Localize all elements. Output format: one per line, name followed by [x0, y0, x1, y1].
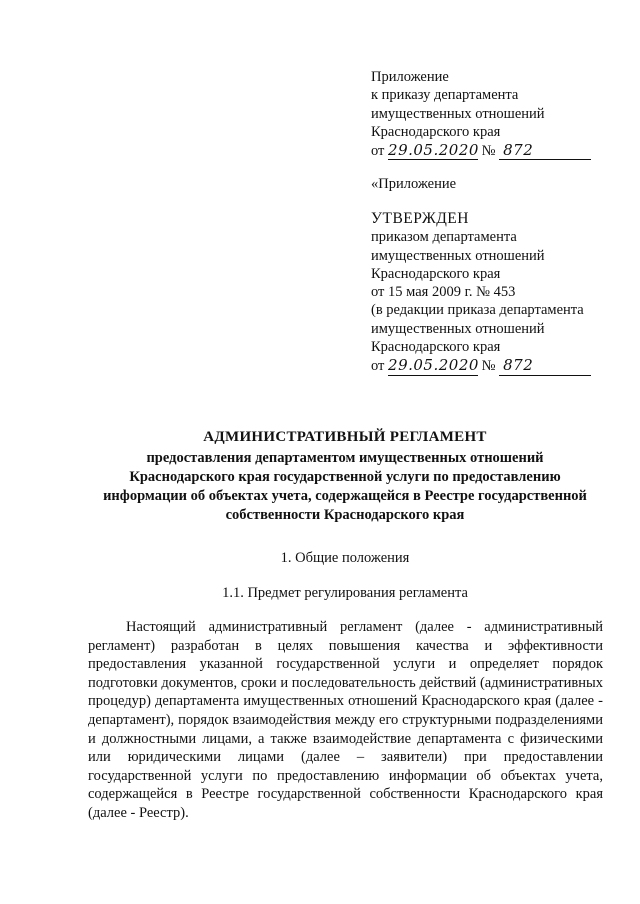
approved-heading: УТВЕРЖДЕН: [371, 210, 469, 227]
annex-line: Краснодарского края: [371, 123, 501, 140]
from-label: от: [371, 143, 385, 160]
approved-line: приказом департамента: [371, 229, 517, 246]
annex-quote-title: «Приложение: [371, 176, 457, 192]
body-paragraph: Настоящий административный регламент (далее - административный регламент) разработан в целях повышения качества и эффективности предоставления указанной государственной услуги и определяет порядок подготовки документов, сроки и последовательность действий (административных процедур) департамента имущественных отношений Краснодарского края (далее - департамент), порядок взаимодействия между его структурными подразделениями и должностными лицами, а также взаимодействие департамента с физическими или юридическими лицами (далее – заявители) при предоставлении государственной услуги по предоставлению информации об объектах учета, содержащейся в Реестре государственной собственности Краснодарского края (далее - Реестр).: [88, 619, 603, 821]
annex-header: [371, 68, 591, 160]
handwritten-number: 872: [499, 356, 591, 375]
annex-title: Приложение: [371, 69, 449, 85]
approved-line: имущественных отношений: [371, 320, 545, 337]
approved-date-line: [371, 356, 591, 375]
document-title: [70, 428, 620, 525]
approved-line: от 15 мая 2009 г. № 453: [371, 284, 516, 301]
title-line: предоставления департаментом имущественных отношений: [146, 450, 544, 466]
handwritten-date: 29.05.2020: [388, 141, 479, 160]
title-line: Краснодарского края государственной услуги по предоставлению: [129, 469, 561, 485]
title-main: АДМИНИСТРАТИВНЫЙ РЕГЛАМЕНТ: [203, 429, 487, 445]
approved-block: [371, 210, 591, 376]
section-heading: 1. Общие положения: [280, 550, 410, 566]
subsection-heading: 1.1. Предмет регулирования регламента: [222, 585, 468, 601]
annex-quote: [371, 175, 456, 193]
from-label: от: [371, 358, 385, 375]
number-sign: №: [481, 143, 496, 160]
approved-line: (в редакции приказа департамента: [371, 302, 584, 319]
handwritten-number: 872: [499, 141, 591, 160]
approved-line: Краснодарского края: [371, 265, 501, 282]
number-sign: №: [481, 358, 496, 375]
title-line: информации об объектах учета, содержащейся в Реестре государственной: [103, 488, 587, 504]
approved-line: Краснодарского края: [371, 339, 501, 356]
handwritten-date: 29.05.2020: [388, 356, 479, 375]
title-line: собственности Краснодарского края: [225, 507, 465, 523]
annex-line: к приказу департамента: [371, 87, 519, 104]
annex-date-line: [371, 141, 591, 160]
approved-line: имущественных отношений: [371, 247, 545, 264]
annex-line: имущественных отношений: [371, 105, 545, 122]
